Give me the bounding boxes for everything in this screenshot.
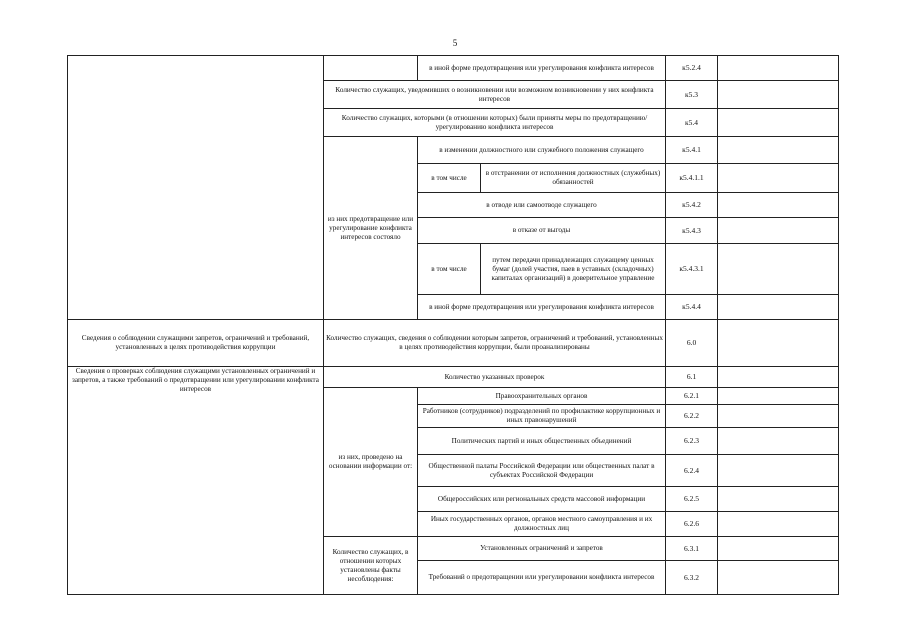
row-code: 6.1 [686,372,697,382]
row-label: Количество служащих, уведомивших о возникновении или возможном возникновении у них конфликта интересов [335,85,654,103]
table-border-bottom [67,594,839,595]
row-code: 6.2.4 [684,465,699,475]
row-prefix: в том числе [431,264,467,273]
row-label: Общественной палаты Российской Федерации или общественных палат в субъектах Российской Федерации [428,461,655,479]
row-label: Политических партий и иных общественных объединений [451,436,632,445]
row-code: 6.0 [686,338,697,348]
row-code: к5.4 [684,117,699,127]
row-label: Установленных ограничений и запретов [480,544,603,552]
row-code: 6.3.2 [684,572,699,582]
row-code: 6.2.1 [684,391,699,401]
row-label: Иных государственных органов, органов местного самоуправления и их должностных лиц [430,515,653,532]
row-label: Общероссийских или региональных средств массовой информации [437,494,646,503]
row-prefix: в том числе [431,173,467,182]
row-code: к5.4.2 [682,200,701,210]
report-table [67,55,839,595]
row-label: в отказе от выгоды [512,226,571,234]
group-label: Количество служащих, в отношении которых установлены факты несоблюдения: [332,547,409,583]
row-label: в отводе или самоотводе служащего [486,200,597,209]
row-code: 6.3.1 [684,543,699,553]
row-code: к5.4.3 [682,225,701,235]
section-title: Сведения о проверках соблюдения служащими установленных ограничений и запретов, а также требований о предотвращении или урегулировании конфликта интересов [72,367,319,393]
row-code: 6.2.3 [684,436,699,446]
row-code: 6.2.6 [684,519,699,529]
row-code: 6.2.5 [684,494,699,504]
row-label: Правоохранительных органов [495,391,588,400]
row-code: к5.4.1 [682,145,701,155]
page-number: 5 [452,38,458,48]
row-label: Работников (сотрудников) подразделений по профилактике коррупционных и иных правонарушений [422,407,661,424]
row-code: к5.3 [684,89,699,99]
row-label: в иной форме предотвращения или урегулирования конфликта интересов [429,63,654,72]
row-code: 6.2.2 [684,411,699,421]
row-label: Количество служащих, сведения о соблюдении которым запретов, ограничений и требований, установленных в целях противодействия коррупции, были проанализированы [326,334,663,351]
row-label: в отстранении от исполнения должностных (служебных) обязанностей [485,169,661,186]
row-label: Количество указанных проверок [444,372,545,381]
group-label: из них, проведено на основании информации от: [328,453,413,470]
row-label: Количество служащих, которыми (в отношении которых) были приняты меры по предотвращению/урегулированию конфликта интересов [341,113,648,131]
row-code: к5.4.4 [682,302,701,312]
group-label: из них предотвращение или урегулирование конфликта интересов состояло [327,214,414,241]
section-title: Сведения о соблюдении служащими запретов, ограничений и требований, установленных в целях противодействия коррупции [81,334,310,351]
row-label: в иной форме предотвращения или урегулирования конфликта интересов [429,302,654,311]
row-label: Требований о предотвращении или урегулировании конфликта интересов [428,573,655,581]
row-label: в изменении должностного или служебного положения служащего [439,145,644,154]
row-code: к5.4.3.1 [679,264,704,274]
row-label: путем передачи принадлежащих служащему ценных бумаг (долей участия, паев в уставных (складочных) капиталах организаций) в доверительное управление [491,255,655,282]
row-code: к5.4.1.1 [679,173,704,183]
row-code: к5.2.4 [682,63,701,73]
